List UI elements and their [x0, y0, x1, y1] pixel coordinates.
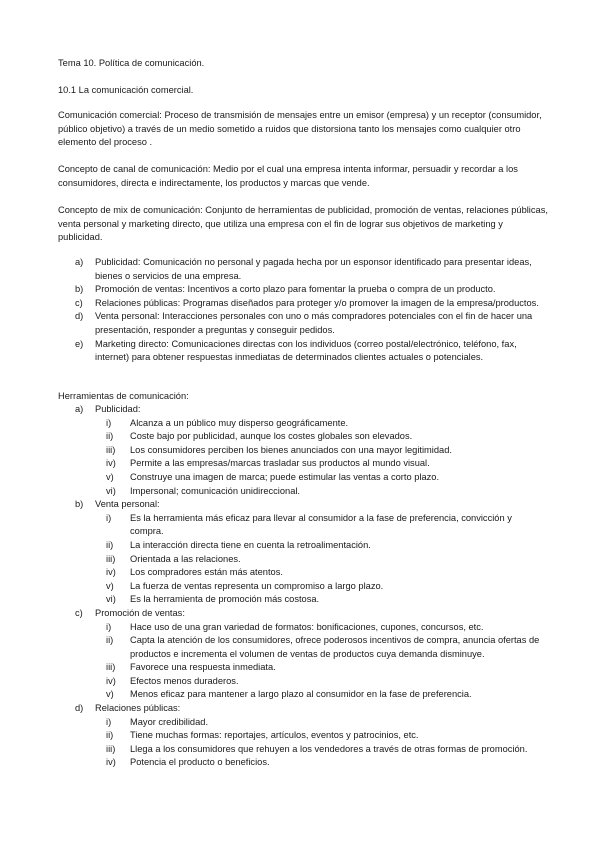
- list-item: [58, 593, 548, 607]
- herramientas-list: [58, 403, 548, 770]
- list-item: [58, 743, 548, 757]
- list-marker: b): [75, 499, 84, 510]
- list-item-text: Construye una imagen de marca; puede estimular las ventas a corto plazo.: [130, 471, 440, 482]
- list-marker: v): [106, 689, 114, 700]
- list-item: [58, 539, 548, 553]
- list-item: [58, 471, 548, 485]
- list-marker: iii): [106, 444, 116, 455]
- list-item-text: Permite a las empresas/marcas trasladar sus productos al mundo visual.: [130, 458, 430, 469]
- mix-list: [58, 256, 548, 365]
- herramientas-heading: Herramientas de comunicación:: [58, 391, 189, 401]
- list-item: [58, 661, 548, 675]
- list-marker: iv): [106, 757, 116, 768]
- list-marker: i): [106, 417, 112, 428]
- mix-item-relaciones: [58, 297, 548, 311]
- list-marker: vi): [106, 594, 116, 605]
- list-item-text: Tiene muchas formas: reportajes, artículos, eventos y patrocinios, etc.: [130, 730, 419, 741]
- definition-comunicacion-comercial: Comunicación comercial: Proceso de transmisión de mensajes entre un emisor (empresa) y un receptor (consumidor, público objetivo) a través de un medio sometido a ruidos que distorsiona tanto los mensajes como cualquier otro elemento del proceso .: [58, 110, 542, 148]
- list-item: [58, 621, 548, 635]
- list-marker: e): [75, 338, 84, 349]
- section-label: Promoción de ventas:: [95, 607, 185, 618]
- section-label: Publicidad:: [95, 404, 141, 414]
- list-item-text: Orientada a las relaciones.: [130, 553, 241, 564]
- list-item-text: Marketing directo: Comunicaciones directas con los individuos (correo postal/electrónico, teléfono, fax, internet) para obtener respuestas inmediatas de determinados clientes actuales o potenciales.: [95, 338, 517, 363]
- list-item-text: Es la herramienta más eficaz para llevar al consumidor a la fase de preferencia, convicción y compra.: [130, 512, 512, 537]
- list-item-text: Relaciones públicas: Programas diseñados para proteger y/o promover la imagen de la empresa/productos.: [95, 297, 539, 308]
- mix-item-promocion: [58, 283, 548, 297]
- list-marker: i): [106, 512, 112, 523]
- list-marker: vi): [106, 485, 116, 496]
- section-label: Venta personal:: [95, 499, 160, 510]
- list-marker: ii): [106, 730, 114, 741]
- herramienta-promocion-ventas: [58, 607, 548, 621]
- list-marker: d): [75, 311, 84, 322]
- list-item-text: La interacción directa tiene en cuenta la retroalimentación.: [130, 539, 371, 550]
- list-item: [58, 512, 548, 539]
- list-item: [58, 580, 548, 594]
- list-item-text: Hace uso de una gran variedad de formatos: bonificaciones, cupones, concursos, etc.: [130, 621, 484, 632]
- list-marker: i): [106, 716, 112, 727]
- list-item-text: Potencia el producto o beneficios.: [130, 757, 270, 768]
- herramienta-venta-personal: [58, 498, 548, 512]
- definition-canal: Concepto de canal de comunicación: Medio por el cual una empresa intenta informar, persuadir y recordar a los consumidores, directa e indirectamente, los productos y marcas que vende.: [58, 164, 518, 188]
- list-item-text: Efectos menos duraderos.: [130, 675, 239, 686]
- list-marker: b): [75, 284, 84, 295]
- list-marker: d): [75, 703, 84, 714]
- list-item: [58, 729, 548, 743]
- list-marker: v): [106, 471, 114, 482]
- list-item-text: Alcanza a un público muy disperso geográficamente.: [130, 417, 349, 428]
- list-item-text: Menos eficaz para mantener a largo plazo al consumidor en la fase de preferencia.: [130, 689, 472, 700]
- list-marker: v): [106, 580, 114, 591]
- list-marker: c): [75, 607, 83, 618]
- list-item-text: Los compradores están más atentos.: [130, 567, 283, 578]
- mix-item-marketing-directo: [58, 338, 548, 365]
- list-marker: iv): [106, 567, 116, 578]
- herramienta-publicidad: [58, 403, 548, 417]
- list-item: [58, 716, 548, 730]
- list-item: [58, 444, 548, 458]
- list-item-text: Mayor credibilidad.: [130, 716, 209, 727]
- list-marker: ii): [106, 539, 114, 550]
- list-marker: ii): [106, 431, 114, 442]
- list-marker: a): [75, 404, 84, 414]
- list-marker: iii): [106, 743, 116, 754]
- list-item-text: Coste bajo por publicidad, aunque los costes globales son elevados.: [130, 431, 413, 442]
- list-item: [58, 566, 548, 580]
- list-item: [58, 688, 548, 702]
- section-label: Relaciones públicas:: [95, 703, 181, 714]
- list-marker: iv): [106, 675, 116, 686]
- list-marker: iv): [106, 458, 116, 469]
- list-item-text: La fuerza de ventas representa un compromiso a largo plazo.: [130, 580, 384, 591]
- list-item: [58, 457, 548, 471]
- list-item: [58, 553, 548, 567]
- list-item-text: Impersonal; comunicación unidireccional.: [130, 485, 301, 496]
- list-item-text: Capta la atención de los consumidores, ofrece poderosos incentivos de compra, anuncia ofertas de productos e incrementa el volumen de ventas de productos cuya demanda disminuye.: [130, 635, 540, 659]
- list-marker: i): [106, 621, 112, 632]
- list-item: [58, 485, 548, 499]
- document-title: Tema 10. Política de comunicación.: [58, 58, 205, 68]
- list-item: [58, 634, 548, 661]
- mix-item-venta-personal: [58, 310, 548, 337]
- list-item-text: Llega a los consumidores que rehuyen a los vendedores a través de otras formas de promoción.: [130, 743, 528, 754]
- mix-item-publicidad: [58, 256, 548, 283]
- list-marker: ii): [106, 635, 114, 646]
- list-item-text: Los consumidores perciben los bienes anunciados con una mayor legitimidad.: [130, 444, 452, 455]
- list-item-text: Es la herramienta de promoción más costosa.: [130, 594, 320, 605]
- list-item: [58, 417, 548, 431]
- list-marker: iii): [106, 662, 116, 673]
- list-item-text: Venta personal: Interacciones personales con uno o más compradores potenciales con el fin de hacer una presentación, responder a preguntas y conseguir pedidos.: [95, 311, 533, 335]
- herramienta-relaciones-publicas: [58, 702, 548, 716]
- list-item-text: Favorece una respuesta inmediata.: [130, 662, 276, 673]
- list-marker: a): [75, 257, 84, 267]
- list-item-text: Publicidad: Comunicación no personal y pagada hecha por un esponsor identificado para presentar ideas, bienes o servicios de una empresa.: [95, 257, 532, 281]
- list-item: [58, 756, 548, 770]
- list-item: [58, 430, 548, 444]
- section-subtitle: 10.1 La comunicación comercial.: [58, 85, 194, 95]
- list-item: [58, 675, 548, 689]
- list-item-text: Promoción de ventas: Incentivos a corto plazo para fomentar la prueba o compra de un producto.: [95, 284, 496, 295]
- list-marker: c): [75, 297, 83, 308]
- definition-mix: Concepto de mix de comunicación: Conjunto de herramientas de publicidad, promoción de ventas, relaciones públicas, venta personal y marketing directo, que utiliza una empresa con el fin de lograr sus objetivos de marketing y publicidad.: [58, 205, 548, 243]
- list-marker: iii): [106, 553, 116, 564]
